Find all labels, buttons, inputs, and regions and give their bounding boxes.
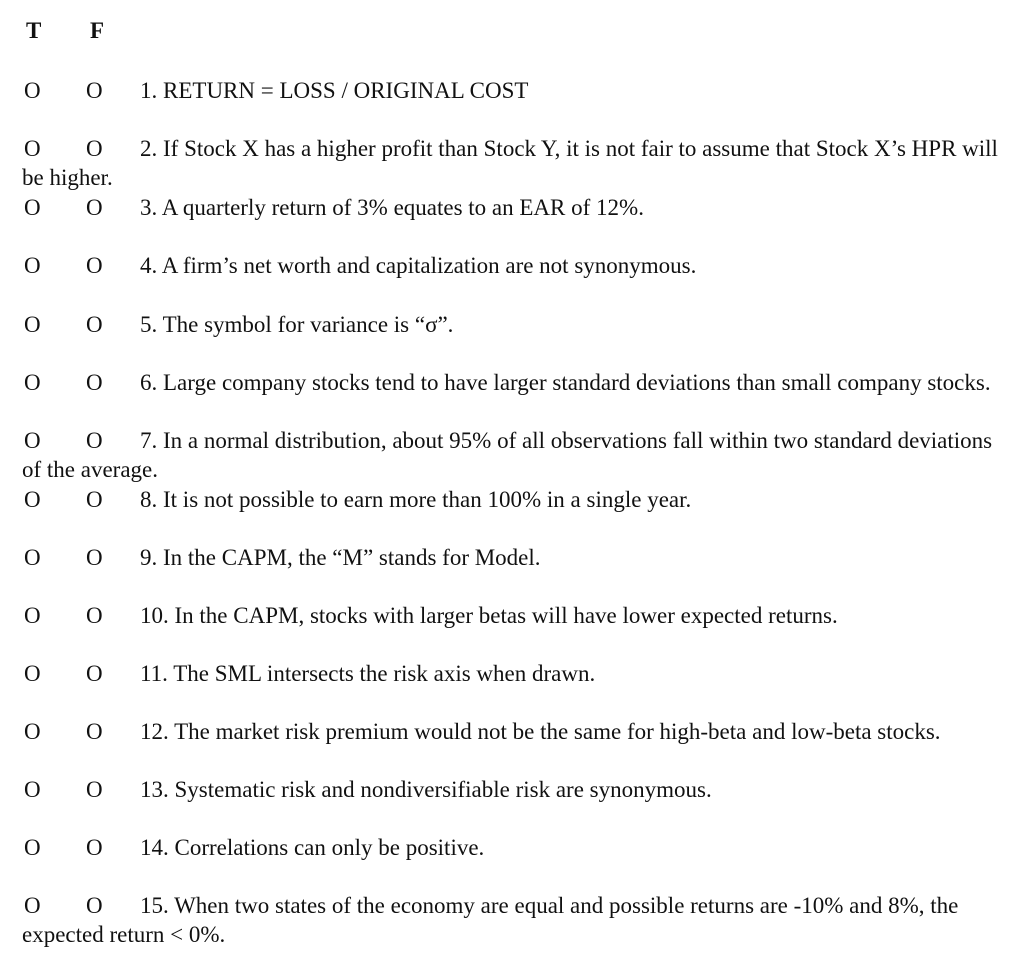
false-bubble[interactable]: O — [86, 487, 103, 512]
true-column-label: T — [26, 18, 42, 43]
question-text: 14. Correlations can only be positive. — [140, 835, 485, 860]
question-8 — [22, 485, 1007, 514]
true-bubble[interactable]: O — [24, 487, 41, 512]
false-bubble[interactable]: O — [86, 78, 103, 103]
true-bubble[interactable]: O — [24, 370, 41, 395]
false-bubble[interactable]: O — [86, 253, 103, 278]
question-9 — [22, 543, 1007, 572]
question-text: 4. A firm’s net worth and capitalization are not synonymous. — [140, 253, 697, 278]
true-bubble[interactable]: O — [24, 719, 41, 744]
true-bubble[interactable]: O — [24, 893, 41, 918]
false-bubble[interactable]: O — [86, 893, 103, 918]
true-bubble[interactable]: O — [24, 78, 41, 103]
true-bubble[interactable]: O — [24, 545, 41, 570]
question-text: 12. The market risk premium would not be the same for high-beta and low-beta stocks. — [140, 719, 941, 744]
false-column-label: F — [90, 18, 105, 43]
false-bubble[interactable]: O — [86, 777, 103, 802]
false-bubble[interactable]: O — [86, 661, 103, 686]
question-text: 3. A quarterly return of 3% equates to an EAR of 12%. — [140, 195, 644, 220]
true-bubble[interactable]: O — [24, 312, 41, 337]
true-bubble[interactable]: O — [24, 777, 41, 802]
question-15 — [22, 891, 1007, 949]
question-4 — [22, 251, 1007, 280]
false-bubble[interactable]: O — [86, 428, 103, 453]
true-bubble[interactable]: O — [24, 661, 41, 686]
question-2 — [22, 134, 1007, 192]
false-bubble[interactable]: O — [86, 835, 103, 860]
question-text: 8. It is not possible to earn more than 100% in a single year. — [140, 487, 692, 512]
question-text: 2. If Stock X has a higher profit than Stock Y, it is not fair to assume that Stock X’s HPR will be higher. — [22, 136, 998, 190]
question-3 — [22, 193, 1007, 222]
true-bubble[interactable]: O — [24, 603, 41, 628]
false-bubble[interactable]: O — [86, 312, 103, 337]
question-text: 13. Systematic risk and nondiversifiable risk are synonymous. — [140, 777, 712, 802]
false-bubble[interactable]: O — [86, 545, 103, 570]
question-11 — [22, 659, 1007, 688]
true-bubble[interactable]: O — [24, 136, 41, 161]
question-6 — [22, 368, 1007, 397]
true-bubble[interactable]: O — [24, 835, 41, 860]
question-1 — [22, 76, 1007, 105]
question-text: 1. RETURN = LOSS / ORIGINAL COST — [140, 78, 529, 103]
true-bubble[interactable]: O — [24, 428, 41, 453]
false-bubble[interactable]: O — [86, 136, 103, 161]
false-bubble[interactable]: O — [86, 719, 103, 744]
question-text: 7. In a normal distribution, about 95% of all observations fall within two standard deviations of the average. — [22, 428, 993, 482]
question-text: 15. When two states of the economy are equal and possible returns are -10% and 8%, the expected return < 0%. — [22, 893, 959, 947]
question-5 — [22, 310, 1007, 339]
question-text: 6. Large company stocks tend to have larger standard deviations than small company stocks. — [140, 370, 991, 395]
question-text: 5. The symbol for variance is “σ”. — [140, 312, 454, 337]
false-bubble[interactable]: O — [86, 603, 103, 628]
true-bubble[interactable]: O — [24, 195, 41, 220]
question-7 — [22, 426, 1007, 484]
question-14 — [22, 833, 1007, 862]
question-13 — [22, 775, 1007, 804]
false-bubble[interactable]: O — [86, 370, 103, 395]
question-10 — [22, 601, 1007, 630]
question-text: 9. In the CAPM, the “M” stands for Model. — [140, 545, 541, 570]
false-bubble[interactable]: O — [86, 195, 103, 220]
question-text: 11. The SML intersects the risk axis when drawn. — [140, 661, 596, 686]
question-12 — [22, 717, 1007, 746]
true-bubble[interactable]: O — [24, 253, 41, 278]
question-text: 10. In the CAPM, stocks with larger betas will have lower expected returns. — [140, 603, 838, 628]
